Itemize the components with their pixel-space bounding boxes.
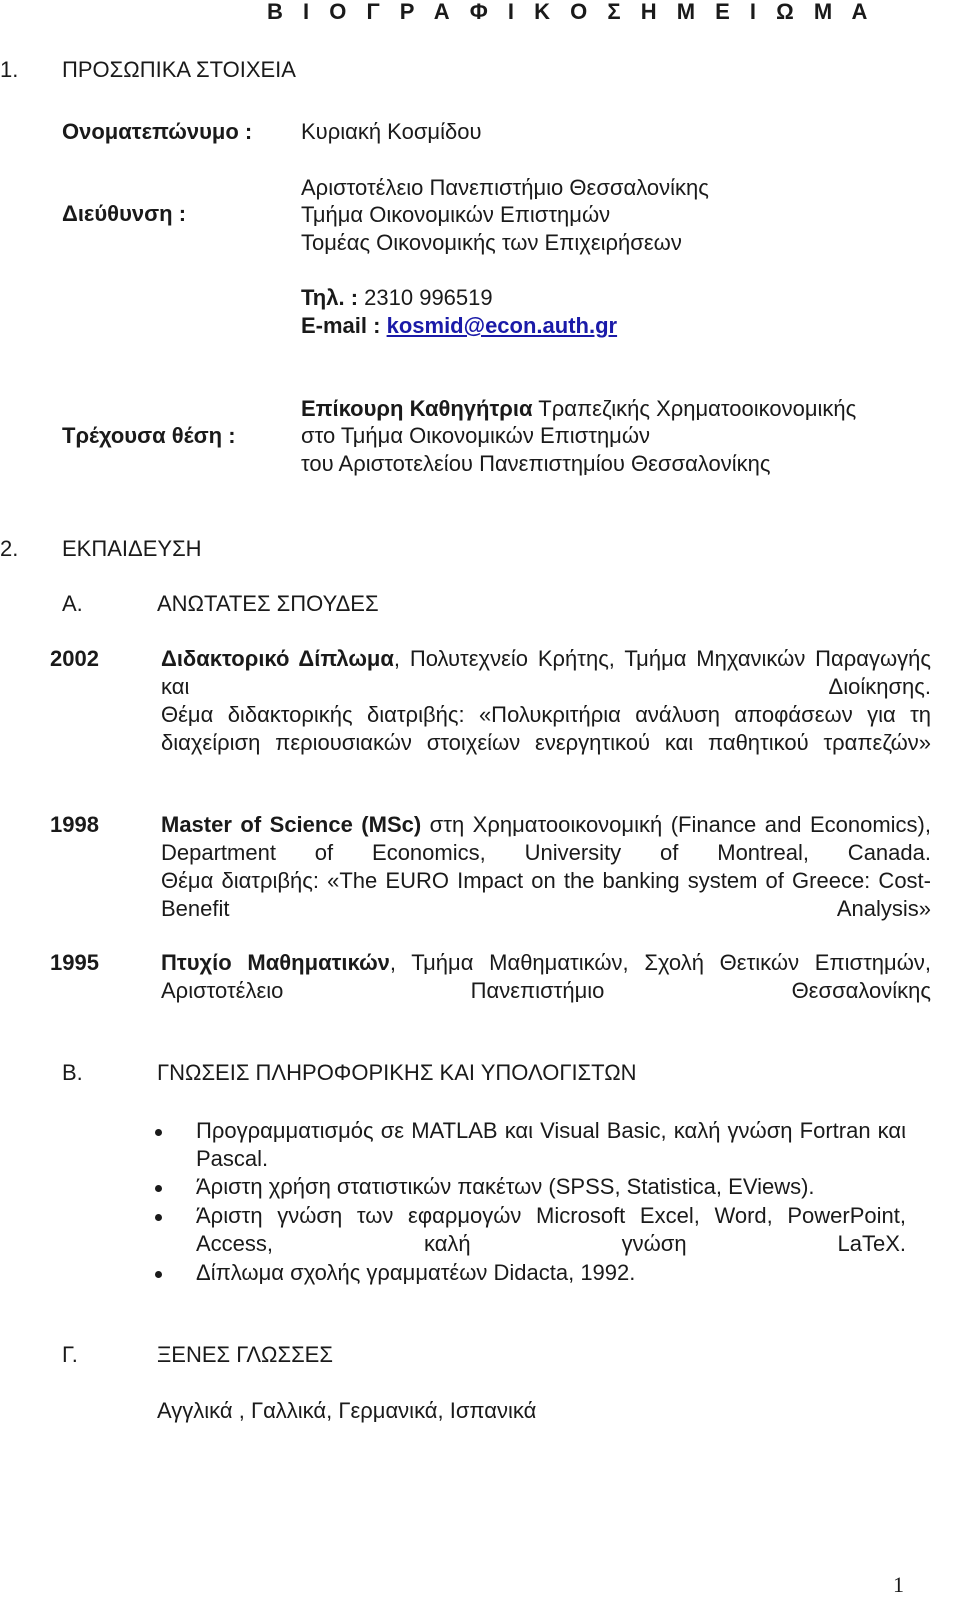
subsection-b-letter: Β. xyxy=(62,1060,83,1085)
bullet-icon xyxy=(155,1129,162,1136)
degree-year: 1995 xyxy=(50,950,99,975)
page-number: 1 xyxy=(893,1572,904,1597)
section2-number: 2. xyxy=(0,536,19,561)
position-line-1 xyxy=(301,395,856,423)
degree-entry xyxy=(161,949,931,1005)
email-row xyxy=(301,312,617,340)
skill-item: Προγραμματισμός σε MATLAB και Visual Basic, καλή γνώση Fortran και Pascal. xyxy=(196,1118,906,1171)
languages-text: Αγγλικά , Γαλλικά, Γερμανικά, Ισπανικά xyxy=(157,1398,537,1423)
degree-institution: , Πολυτεχνείο Κρήτης, Τμήμα Μηχανικών Παραγωγής και Διοίκησης. xyxy=(161,646,932,699)
subsection-c-letter: Γ. xyxy=(62,1342,78,1367)
address-line-2: Τμήμα Οικονομικών Επιστημών xyxy=(301,202,611,227)
position-field: Τραπεζικής Χρηματοοικονομικής xyxy=(538,396,857,421)
phone-value: 2310 996519 xyxy=(364,285,493,310)
position-line-2: στο Τμήμα Οικονομικών Επιστημών xyxy=(301,423,651,448)
subsection-a-heading: ΑΝΩΤΑΤΕΣ ΣΠΟΥΔΕΣ xyxy=(157,591,379,616)
phone-row xyxy=(301,284,493,312)
bullet-icon xyxy=(155,1185,162,1192)
skill-item: Άριστη χρήση στατιστικών πακέτων (SPSS, Statistica, EViews). xyxy=(196,1174,815,1199)
degree-entry xyxy=(161,645,931,701)
position-label: Τρέχουσα θέση : xyxy=(62,423,236,448)
degree-entry xyxy=(161,811,931,867)
section2-heading: ΕΚΠΑΙΔΕΥΣΗ xyxy=(62,536,202,561)
name-label: Ονοματεπώνυμο : xyxy=(62,119,253,144)
section1-number: 1. xyxy=(0,57,19,82)
phone-label: Τηλ. : xyxy=(301,285,359,310)
degree-title: Διδακτορικό Δίπλωμα xyxy=(161,646,394,671)
address-label: Διεύθυνση : xyxy=(62,201,187,226)
position-title: Επίκουρη Καθηγήτρια xyxy=(301,396,533,421)
email-label: E-mail : xyxy=(301,313,381,338)
section1-heading: ΠΡΟΣΩΠΙΚΑ ΣΤΟΙΧΕΙΑ xyxy=(62,57,296,82)
degree-thesis: Θέμα διδακτορικής διατριβής: «Πολυκριτήρια ανάλυση αποφάσεων για τη διαχείριση περιουσιακών στοιχείων ενεργητικού και παθητικού τραπεζών» xyxy=(161,702,931,755)
name-value: Κυριακή Κοσμίδου xyxy=(301,119,482,144)
subsection-b-heading: ΓΝΩΣΕΙΣ ΠΛΗΡΟΦΟΡΙΚΗΣ ΚΑΙ ΥΠΟΛΟΓΙΣΤΩΝ xyxy=(157,1060,637,1085)
degree-thesis: Θέμα διατριβής: «The EURO Impact on the banking system of Greece: Cost-Benefit Analysis» xyxy=(161,868,931,921)
degree-year: 1998 xyxy=(50,812,99,837)
position-line-3: του Αριστοτελείου Πανεπιστημίου Θεσσαλονίκης xyxy=(301,451,771,476)
email-link[interactable]: kosmid@econ.auth.gr xyxy=(386,313,618,338)
skill-item: Δίπλωμα σχολής γραμματέων Didacta, 1992. xyxy=(196,1260,636,1285)
subsection-a-letter: Α. xyxy=(62,591,83,616)
degree-title: Πτυχίο Μαθηματικών xyxy=(161,950,390,975)
address-line-3: Τομέας Οικονομικής των Επιχειρήσεων xyxy=(301,230,682,255)
bullet-icon xyxy=(155,1271,162,1278)
bullet-icon xyxy=(155,1214,162,1221)
degree-institution: , Τμήμα Μαθηματικών, Σχολή Θετικών Επιστημών, Αριστοτέλειο Πανεπιστήμιο Θεσσαλονίκης xyxy=(161,950,931,1003)
degree-institution: στη Χρηματοοικονομική (Finance and Economics), Department of Economics, University of Montreal, Canada. xyxy=(161,812,931,865)
document-title: Β Ι Ο Γ Ρ Α Φ Ι Κ Ο Σ Η Μ Ε Ι Ω Μ Α xyxy=(267,0,875,24)
address-line-1: Αριστοτέλειο Πανεπιστήμιο Θεσσαλονίκης xyxy=(301,175,709,200)
subsection-c-heading: ΞΕΝΕΣ ΓΛΩΣΣΕΣ xyxy=(157,1342,333,1367)
skill-item: Άριστη γνώση των εφαρμογών Microsoft Excel, Word, PowerPoint, Access, καλή γνώση LaTeX. xyxy=(196,1203,906,1256)
degree-title: Master of Science (MSc) xyxy=(161,812,422,837)
degree-year: 2002 xyxy=(50,646,99,671)
